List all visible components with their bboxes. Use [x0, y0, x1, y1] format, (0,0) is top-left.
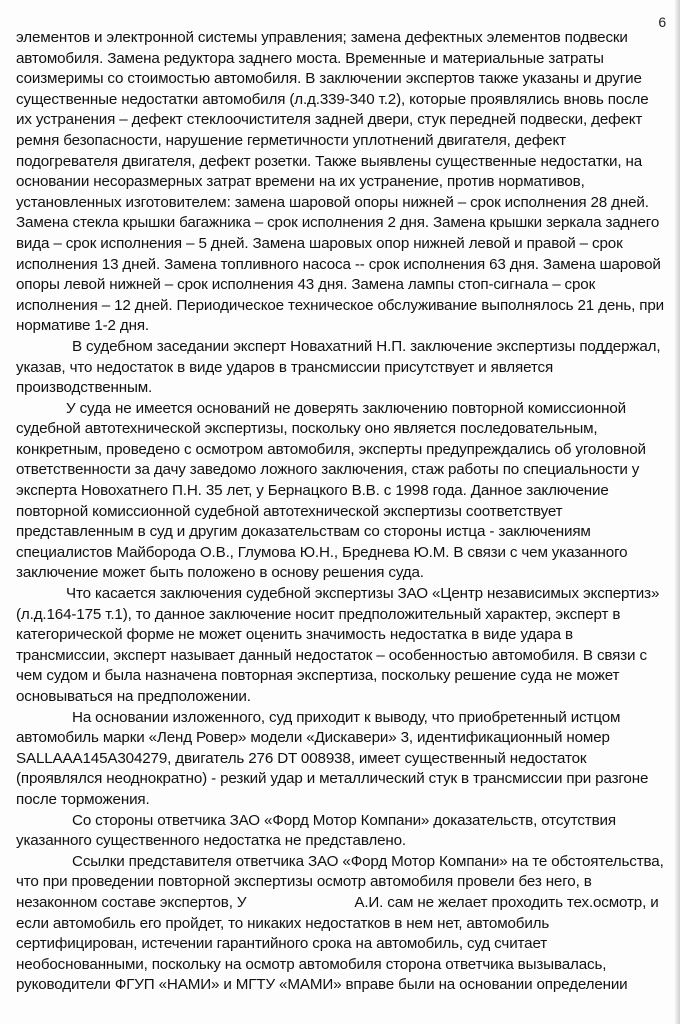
paragraph-defendant-arguments: [16, 852, 666, 996]
paragraph-expert-findings: элементов и электронной системы управления; замена дефектных элементов подвески автомобиля. Замена редуктора заднего моста. Временные и материальные затраты соизмеримы со стоимостью автомобиля. В заключении экспертов также указаны и другие существенные недостатки автомобиля (л.д.339-340 т.2), которые проявлялись вновь после их устранения – дефект стеклоочистителя задней двери, стук передней подвески, дефект ремня безопасности, нарушение герметичности уплотнений двигателя, дефект подогревателя двигателя, дефект розетки. Также выявлены существенные недостатки, на основании несоразмерных затрат времени на их устранение, против нормативов, установленных изготовителем: замена шаровой опоры нижней – срок исполнения 28 дней. Замена стекла крышки багажника – срок исполнения 2 дня. Замена крышки зеркала заднего вида – срок исполнения – 5 дней. Замена шаровых опор нижней левой и правой – срок исполнения 13 дней. Замена топливного насоса -- срок исполнения 63 дня. Замена шаровой опоры левой нижней – срок исполнения 43 дня. Замена лампы стоп-сигнала – срок исполнения – 12 дней. Периодическое техническое обслуживание выполнялось 21 день, при нормативе 1-2 дня.: [16, 29, 664, 335]
document-body: [16, 28, 666, 996]
page-number: 6: [658, 14, 666, 30]
paragraph-defendant-evidence: Со стороны ответчика ЗАО «Форд Мотор Компани» доказательств, отсутствия указанного существенного недостатка не представлено.: [16, 811, 616, 850]
paragraph-expert-testimony: В судебном заседании эксперт Новахатний Н.П. заключение экспертизы поддержал, указав, что недостаток в виде ударов в трансмиссии присутствует и является производственным.: [16, 337, 661, 397]
paragraph-court-conclusion: На основании изложенного, суд приходит к выводу, что приобретенный истцом автомобиль марки «Ленд Ровер» модели «Дискавери» 3, идентификационный номер SALLAAA145A304279, двигатель 276 DT 008938, имеет существенный недостаток (проявлялся неоднократно) - резкий удар и металлический стук в трансмиссии при разгоне после торможения.: [16, 708, 649, 808]
paragraph-defendant-arguments-end: А.И. сам не желает проходить тех.осмотр, и если автомобиль его пройдет, то никаких недостатков в нем нет, автомобиль сертифицирован, истечении гарантийного срока на автомобиль, суд считает необоснованными, поскольку на осмотр автомобиля сторона ответчика вызывалась, руководители ФГУП «НАМИ» и МГТУ «МАМИ» вправе были на основании определении: [16, 893, 659, 994]
paragraph-defendant-arguments-start: Ссылки представителя ответчика ЗАО «Форд Мотор Компани» на те обстоятельства, что при проведении повторной экспертизы осмотр автомобиля провели без него, в незаконном составе экспертов, У: [16, 852, 664, 911]
paragraph-first-expertise: Что касается заключения судебной экспертизы ЗАО «Центр независимых экспертиз» (л.д.164-175 т.1), то данное заключение носит предположительный характер, эксперт в категорической форме не может оценить значимость недостатка в виде удара в трансмиссии, эксперт называет данный недостаток – особенностью автомобиля. В связи с чем судом и была назначена повторная экспертиза, поскольку решение суда не может основываться на предположении.: [16, 585, 660, 705]
paragraph-court-trust: У суда не имеется оснований не доверять заключению повторной комиссионной судебной автотехнической экспертизы, поскольку оно является последовательным, конкретным, проведено с осмотром автомобиля, эксперты предупреждались об уголовной ответственности за дачу заведомо ложного заключения, стаж работы по специальности у эксперта Новохатнего П.Н. 35 лет, у Бернацкого В.В. с 1998 года. Данное заключение повторной комиссионной судебной автотехнической экспертизы соответствует представленным в суд и другим доказательствам со стороны истца - заключениям специалистов Майборода О.В., Глумова Ю.Н., Бреднева Ю.М. В связи с чем указанного заключение может быть положено в основу решения суда.: [16, 399, 646, 582]
scan-edge-shadow: [674, 0, 680, 1024]
